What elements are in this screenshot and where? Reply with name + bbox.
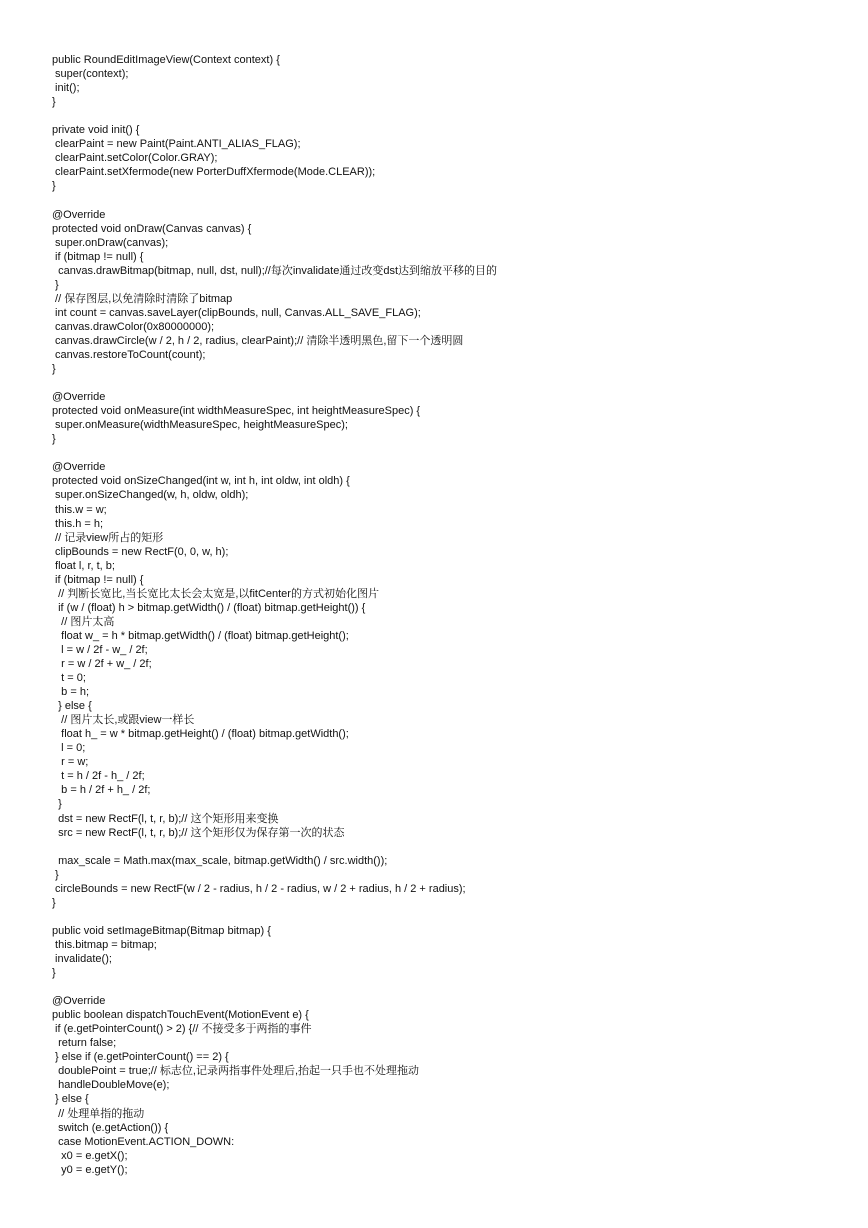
code-line: public void setImageBitmap(Bitmap bitmap) { [52,924,271,937]
code-line: public RoundEditImageView(Context context) { [52,54,280,66]
code-line: // 图片太高 [52,615,115,628]
code-line: super.onSizeChanged(w, h, oldw, oldh); [52,489,249,502]
code-line: clearPaint.setXfermode(new PorterDuffXfermode(Mode.CLEAR)); [52,166,376,179]
code-line: } [52,967,56,980]
code-document [52,53,852,1177]
code-line: canvas.drawBitmap(bitmap, null, dst, null);//每次invalidate通过改变dst达到缩放平移的目的 [52,264,498,277]
code-line: if (bitmap != null) { [52,250,144,263]
code-line: canvas.restoreToCount(count); [52,348,206,361]
code-line: b = h / 2f + h_ / 2f; [52,784,151,797]
blank-line [52,910,852,924]
code-line: } [52,896,56,909]
code-line: float w_ = h * bitmap.getWidth() / (float) bitmap.getHeight(); [52,629,349,642]
code-line: } else if (e.getPointerCount() == 2) { [52,1051,229,1064]
code-line: dst = new RectF(l, t, r, b);// 这个矩形用来变换 [52,812,279,825]
blank-line [52,109,852,123]
code-line: if (w / (float) h > bitmap.getWidth() / (float) bitmap.getHeight()) { [52,601,366,614]
code-line: } [52,278,59,291]
code-line: @Override [52,995,106,1008]
blank-line [52,193,852,207]
blank-line [52,376,852,390]
code-line: clearPaint = new Paint(Paint.ANTI_ALIAS_FLAG); [52,138,301,151]
code-line: init(); [52,82,80,95]
code-line: invalidate(); [52,953,112,965]
code-line: if (bitmap != null) { [52,573,144,586]
code-line: protected void onMeasure(int widthMeasureSpec, int heightMeasureSpec) { [52,405,421,418]
code-line: max_scale = Math.max(max_scale, bitmap.getWidth() / src.width()); [52,854,388,867]
code-line: t = 0; [52,672,86,685]
blank-line [52,980,852,994]
code-line: doublePoint = true;// 标志位,记录两指事件处理后,抬起一只手也不处理拖动 [52,1065,420,1078]
code-line: public boolean dispatchTouchEvent(MotionEvent e) { [52,1009,309,1022]
code-line: case MotionEvent.ACTION_DOWN: [52,1135,235,1148]
code-line: } [52,433,56,446]
code-line: @Override [52,208,106,221]
code-line: x0 = e.getX(); [52,1149,128,1162]
code-line: circleBounds = new RectF(w / 2 - radius, h / 2 - radius, w / 2 + radius, h / 2 + radius); [52,882,466,895]
code-line: src = new RectF(l, t, r, b);// 这个矩形仅为保存第一次的状态 [52,826,345,839]
code-line: } [52,96,56,109]
code-line: super.onDraw(canvas); [52,236,169,249]
code-line: handleDoubleMove(e); [52,1079,170,1092]
code-line: } else { [52,700,92,713]
code-line: clipBounds = new RectF(0, 0, w, h); [52,545,229,558]
code-line: this.w = w; [52,503,107,516]
code-line: t = h / 2f - h_ / 2f; [52,770,145,783]
code-line: b = h; [52,686,89,699]
code-line: // 处理单指的拖动 [52,1107,145,1120]
code-line: float l, r, t, b; [52,559,115,572]
code-line: l = 0; [52,742,86,755]
code-line: } else { [52,1093,89,1106]
code-line: int count = canvas.saveLayer(clipBounds, null, Canvas.ALL_SAVE_FLAG); [52,306,421,319]
code-line: r = w / 2f + w_ / 2f; [52,658,152,671]
code-line: } [52,180,56,193]
code-line: protected void onSizeChanged(int w, int h, int oldw, int oldh) { [52,475,350,488]
code-line: y0 = e.getY(); [52,1163,128,1176]
code-line: this.bitmap = bitmap; [52,938,157,951]
code-line: super.onMeasure(widthMeasureSpec, heightMeasureSpec); [52,419,348,432]
code-line: // 保存图层,以免清除时清除了bitmap [52,292,233,305]
blank-line [52,446,852,460]
code-line: return false; [52,1037,117,1050]
code-line: @Override [52,391,106,404]
code-line: l = w / 2f - w_ / 2f; [52,643,148,656]
code-line: } [52,363,56,376]
code-line: clearPaint.setColor(Color.GRAY); [52,152,218,165]
code-line: float h_ = w * bitmap.getHeight() / (float) bitmap.getWidth(); [52,728,349,741]
code-line: private void init() { [52,124,140,137]
code-line: canvas.drawColor(0x80000000); [52,320,215,333]
code-line: } [52,868,59,881]
code-line: r = w; [52,756,89,769]
code-line: @Override [52,461,106,474]
code-line: // 记录view所占的矩形 [52,531,164,544]
code-line: protected void onDraw(Canvas canvas) { [52,222,252,235]
code-line: canvas.drawCircle(w / 2, h / 2, radius, clearPaint);// 清除半透明黑色,留下一个透明圆 [52,334,464,347]
code-line: if (e.getPointerCount() > 2) {// 不接受多于两指的事件 [52,1023,312,1036]
code-line: super(context); [52,68,129,81]
blank-line [52,840,852,854]
code-line: // 判断长宽比,当长宽比太长会太宽是,以fitCenter的方式初始化图片 [52,587,379,600]
code-line: this.h = h; [52,517,104,530]
code-line: // 图片太长,或跟view一样长 [52,714,195,727]
code-line: switch (e.getAction()) { [52,1121,169,1134]
code-line: } [52,798,62,811]
